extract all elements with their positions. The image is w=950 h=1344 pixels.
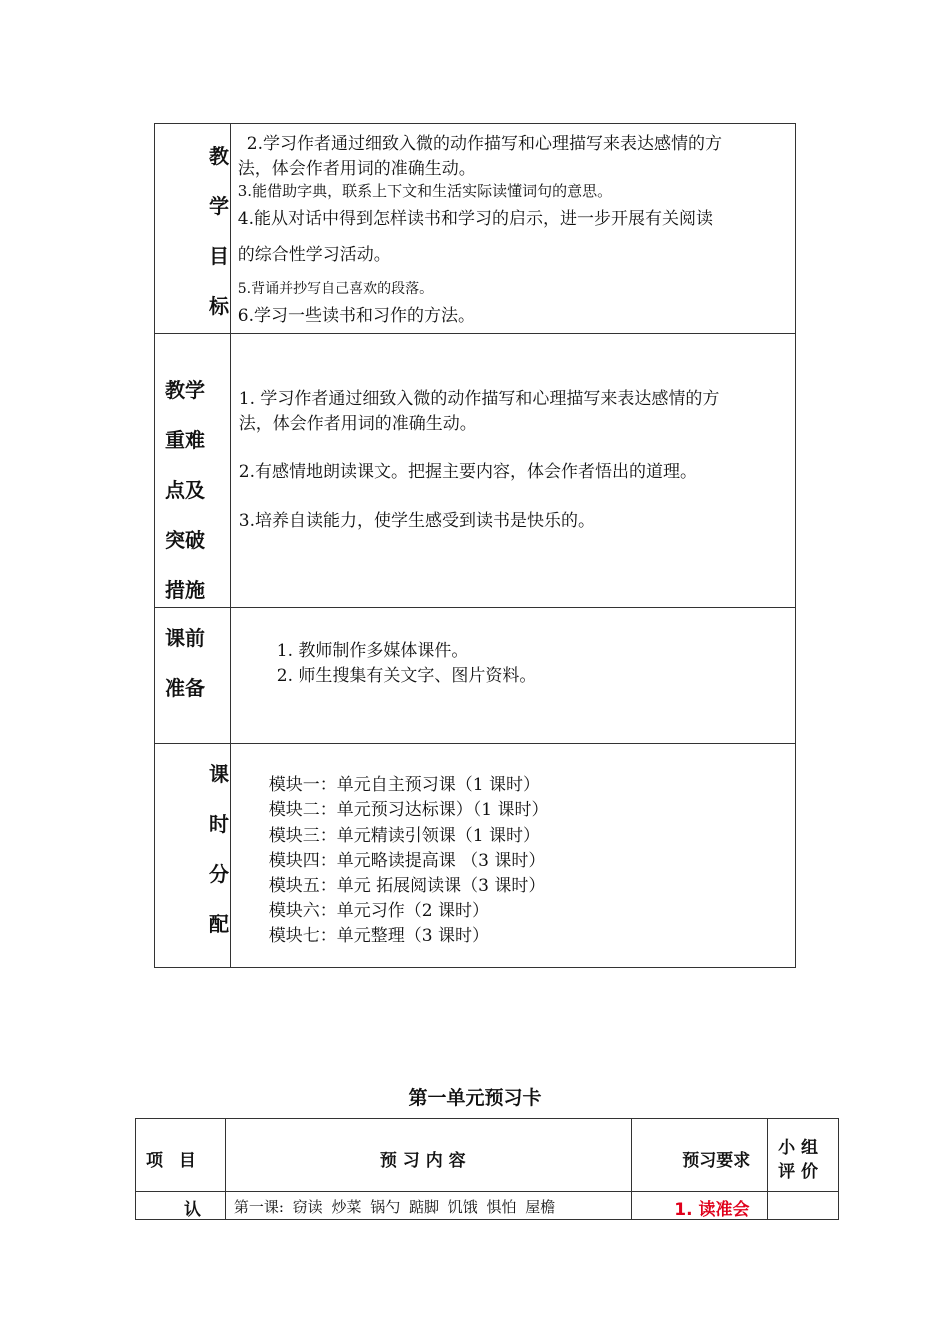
label-text: 课前 — [165, 626, 205, 650]
label-char: 教 — [209, 144, 229, 168]
goal-line: 4.能从对话中得到怎样读书和学习的启示，进一步开展有关阅读 — [237, 209, 713, 229]
label-char: 配 — [209, 912, 229, 936]
preview-card-table — [135, 1118, 839, 1220]
label-char: 学 — [209, 194, 229, 218]
lesson-plan-table — [154, 123, 796, 968]
schedule-line: 模块四：单元略读提高课 （3 课时） — [268, 851, 546, 871]
goal-line: 3.能借助字典，联系上下文和生活实际读懂词句的意思。 — [237, 182, 613, 200]
preparation-line: 2. 师生搜集有关文字、图片资料。 — [276, 666, 537, 686]
row-requirement-text: 1. 读准会 — [674, 1200, 750, 1220]
key-points-label — [155, 334, 231, 608]
label-text: 点及 — [165, 478, 205, 502]
header-evaluation — [768, 1119, 839, 1192]
header-eval-line2: 评 价 — [778, 1162, 818, 1182]
row-evaluation — [768, 1192, 839, 1220]
goal-line: 6.学习一些读书和习作的方法。 — [237, 306, 475, 326]
teaching-goals-row — [155, 124, 796, 334]
row-item — [136, 1192, 226, 1220]
label-char: 时 — [209, 812, 229, 836]
preparation-row — [155, 608, 796, 744]
header-item — [136, 1119, 226, 1192]
header-requirement-label: 预习要求 — [682, 1151, 751, 1171]
schedule-line: 模块六：单元习作（2 课时） — [268, 901, 489, 921]
preview-header-row — [136, 1119, 839, 1192]
key-point-line: 1. 学习作者通过细致入微的动作描写和心理描写来表达感情的方 — [238, 389, 720, 409]
goal-line: 2.学习作者通过细致入微的动作描写和心理描写来表达感情的方 — [246, 134, 722, 154]
goal-line: 的综合性学习活动。 — [237, 245, 391, 265]
schedule-content — [230, 744, 795, 968]
label-char: 目 — [209, 244, 229, 268]
schedule-line: 模块三：单元精读引领课（1 课时） — [268, 826, 540, 846]
schedule-row — [155, 744, 796, 968]
label-text: 准备 — [165, 676, 205, 700]
key-points-content — [230, 334, 795, 608]
label-text: 教学 — [165, 378, 205, 402]
row-requirement — [632, 1192, 768, 1220]
key-point-line: 2.有感情地朗读课文。把握主要内容，体会作者悟出的道理。 — [238, 462, 697, 482]
schedule-line: 模块七：单元整理（3 课时） — [268, 926, 489, 946]
row-content — [225, 1192, 631, 1220]
goal-line: 法，体会作者用词的准确生动。 — [237, 159, 476, 179]
header-content-label: 预 习 内 容 — [379, 1151, 466, 1171]
key-point-line: 法，体会作者用词的准确生动。 — [238, 414, 477, 434]
label-text: 措施 — [165, 578, 205, 602]
row-content-text: 第一课: 窃读 炒菜 锅勺 踮脚 饥饿 惧怕 屋檐 — [233, 1198, 556, 1216]
teaching-goals-label — [155, 124, 231, 334]
header-eval-line1: 小 组 — [778, 1138, 818, 1158]
schedule-line: 模块一：单元自主预习课（1 课时） — [268, 775, 540, 795]
goal-line: 5.背诵并抄写自己喜欢的段落。 — [237, 281, 434, 297]
label-text: 突破 — [165, 528, 205, 552]
header-requirement — [632, 1119, 768, 1192]
schedule-label — [155, 744, 231, 968]
preparation-content — [230, 608, 795, 744]
label-char: 课 — [209, 762, 229, 786]
key-point-line: 3.培养自读能力，使学生感受到读书是快乐的。 — [238, 511, 595, 531]
preparation-line: 1. 教师制作多媒体课件。 — [276, 641, 469, 661]
preview-row — [136, 1192, 839, 1220]
header-item-label: 项 目 — [146, 1151, 196, 1171]
header-content — [225, 1119, 631, 1192]
row-item-label: 认 — [184, 1200, 201, 1220]
schedule-line: 模块五：单元 拓展阅读课（3 课时） — [268, 876, 546, 896]
preparation-label — [155, 608, 231, 744]
label-char: 分 — [209, 862, 229, 886]
teaching-goals-content — [230, 124, 795, 334]
schedule-line: 模块二：单元预习达标课）（1 课时） — [268, 800, 549, 820]
key-points-row — [155, 334, 796, 608]
label-char: 标 — [209, 294, 229, 318]
label-text: 重难 — [165, 428, 205, 452]
preview-card-title: 第一单元预习卡 — [408, 1087, 542, 1109]
